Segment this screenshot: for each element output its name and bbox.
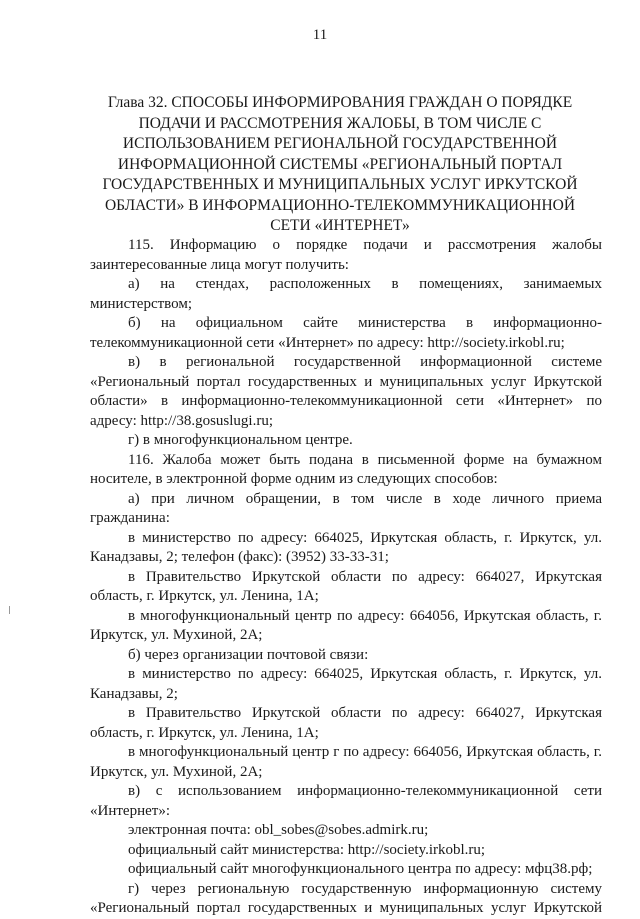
paragraph-115-v: в) в региональной государственной информационной системе «Региональный портал государственных и муниципальных услуг Иркутской области» в информационно-телекоммуникационной сети «Интернет» по адресу: http://38.gosuslugi.ru; (90, 354, 602, 429)
paragraph-116-b: б) через организации почтовой связи: (128, 646, 369, 663)
margin-mark (9, 606, 10, 614)
paragraph-116-a: а) при личном обращении, в том числе в ходе личного приема гражданина: (90, 490, 602, 526)
address-government-personal: в Правительство Иркутской области по адресу: 664027, Иркутская область, г. Иркутск, ул. Ленина, 1А; (90, 568, 602, 604)
paragraph-115-g: г) в многофункциональном центре. (128, 432, 353, 448)
chapter-title: Глава 32. СПОСОБЫ ИНФОРМИРОВАНИЯ ГРАЖДАН О ПОРЯДКЕ ПОДАЧИ И РАССМОТРЕНИЯ ЖАЛОБЫ, В ТОМ ЧИСЛЕ С ИСПОЛЬЗОВАНИЕМ РЕГИОНАЛЬНОЙ ГОСУДАРСТВЕННОЙ ИНФОРМАЦИОННОЙ СИСТЕМЫ «РЕГИОНАЛЬНЫЙ ПОРТАЛ ГОСУДАРСТВЕННЫХ И МУНИЦИПАЛЬНЫХ УСЛУГ ИРКУТСКОЙ ОБЛАСТИ» В ИНФОРМАЦИОННО-ТЕЛЕКОММУНИКАЦИОННОЙ СЕТИ «ИНТЕРНЕТ» (102, 94, 578, 234)
paragraph-115-b: б) на официальном сайте министерства в информационно-телекоммуникационной сети «Интернет» по адресу: http://society.irkobl.ru; (90, 315, 602, 351)
paragraph-115: 115. Информацию о порядке подачи и рассмотрения жалобы заинтересованные лица могут получить: (90, 237, 602, 273)
email-line: электронная почта: obl_sobes@sobes.admirk.ru; (128, 822, 429, 838)
page-number: 11 (312, 27, 328, 43)
paragraph-116-v: в) с использованием информационно-телекоммуникационной сети «Интернет»: (90, 783, 602, 819)
paragraph-115-a: а) на стендах, расположенных в помещениях, занимаемых министерством; (90, 276, 602, 312)
address-mfc-personal: в многофункциональный центр по адресу: 664056, Иркутская область, г. Иркутск, ул. Мухиной, 2А; (90, 607, 602, 643)
mfc-site-line: официальный сайт многофункционального центра по адресу: мфц38.рф; (128, 861, 593, 877)
address-ministry-personal: в министерство по адресу: 664025, Иркутская область, г. Иркутск, ул. Канадзавы, 2; телефон (факс): (3952) 33-33-31; (90, 529, 602, 565)
paragraph-116-g: г) через региональную государственную информационную систему «Региональный портал государственных и муниципальных услуг Иркутской (90, 880, 602, 916)
body-text (90, 236, 602, 919)
address-ministry-post: в министерство по адресу: 664025, Иркутская область, г. Иркутск, ул. Канадзавы, 2; (90, 666, 602, 702)
paragraph-116: 116. Жалоба может быть подана в письменной форме на бумажном носителе, в электронной форме одним из следующих способов: (90, 451, 602, 487)
address-government-post: в Правительство Иркутской области по адресу: 664027, Иркутская область, г. Иркутск, ул. Ленина, 1А; (90, 705, 602, 741)
address-mfc-post: в многофункциональный центр г по адресу: 664056, Иркутская область, г. Иркутск, ул. Мухиной, 2А; (90, 744, 602, 780)
ministry-site-line: официальный сайт министерства: http://society.irkobl.ru; (128, 841, 486, 858)
